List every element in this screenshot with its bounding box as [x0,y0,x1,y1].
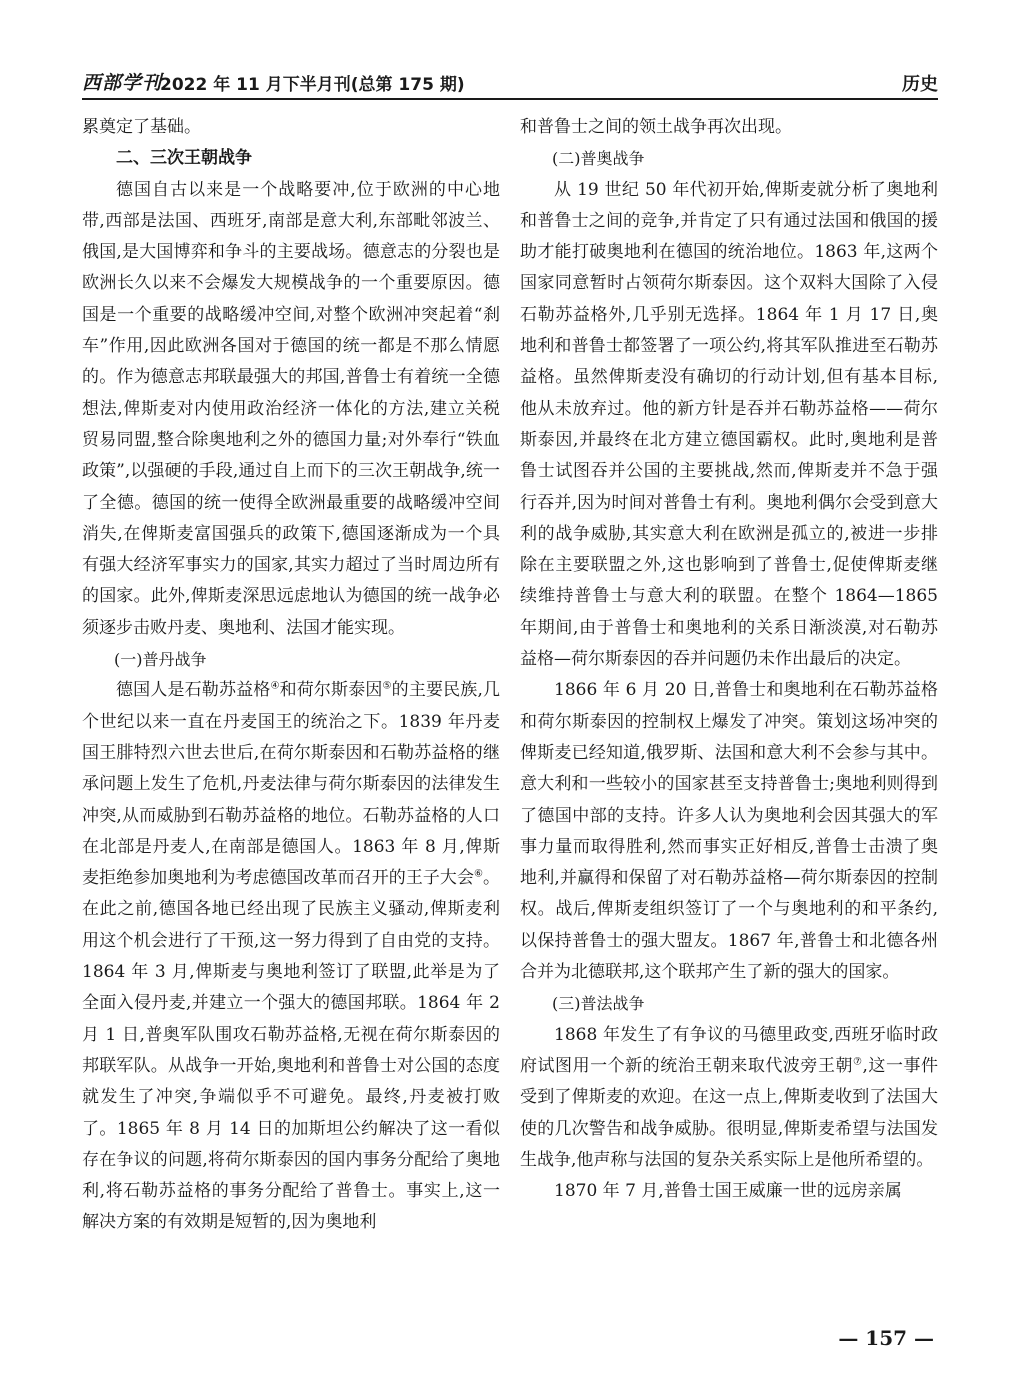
text-run: 和荷尔斯泰因 [279,680,383,701]
text-run: ,这一事件受到了俾斯麦的欢迎。在这一点上,俾斯麦收到了法国大使的几次警告和战争威胁。很明显,俾斯麦希望与法国发生战争,他声称与法国的复杂关系实际上是他所希望的。 [520,1055,939,1170]
paragraph: 1870 年 7 月,普鲁士国王威廉一世的远房亲属 [554,1181,902,1202]
section-tag: 历史 [902,74,938,95]
footnote-ref: ⑥ [474,868,484,880]
text-run: 1868 年发生了有争议的马德里政变,西班牙临时政府试图用一个新的统治王朝来取代波旁王朝 [520,1024,938,1076]
paragraph: 累奠定了基础。 [82,117,201,137]
subsection-heading: (一)普丹战争 [114,650,207,670]
footnote-ref: ④ [270,680,280,692]
footnote-ref: ⑤ [382,680,392,692]
page-number: — 157 — [838,1326,934,1350]
footnote-ref: ⑦ [853,1056,863,1068]
section-heading: 二、三次王朝战争 [116,148,252,169]
right-column [520,112,938,1207]
issue-info: 2022 年 11 月下半月刊(总第 175 期) [160,75,465,95]
paragraph: 1866 年 6 月 20 日,普鲁士和奥地利在石勒苏益格和荷尔斯泰因的控制权上爆发了冲突。策划这场冲突的俾斯麦已经知道,俄罗斯、法国和意大利不会参与其中。意大利和一些较小的国家甚至支持普鲁士;奥地利则得到了德国中部的支持。许多人认为奥地利会因其强大的军事力量而取得胜利,然而事实正好相反,普鲁士击溃了奥地利,并赢得和保留了对石勒苏益格—荷尔斯泰因的控制权。战后,俾斯麦组织签订了一个与奥地利的和平条约,以保持普鲁士的强大盟友。1867 年,普鲁士和北德各州合并为北德联邦,这个联邦产生了新的强大的国家。 [520,680,938,983]
paragraph: 从 19 世纪 50 年代初开始,俾斯麦就分析了奥地利和普鲁士之间的竞争,并肯定了只有通过法国和俄国的援助才能打破奥地利在德国的统治地位。1863 年,这两个国家同意暂时占领荷尔斯泰因。这个双料大国除了入侵石勒苏益格外,几乎别无选择。1864 年 1 月 17 日,奥地利和普鲁士都签署了一项公约,将其军队推进至石勒苏益格。虽然俾斯麦没有确切的行动计划,但有基本目标,他从未放弃过。他的新方针是吞并石勒苏益格——荷尔斯泰因,并最终在北方建立德国霸权。此时,奥地利是普鲁士试图吞并公国的主要挑战,然而,俾斯麦并不急于强行吞并,因为时间对普鲁士有利。奥地利偶尔会受到意大利的战争威胁,其实意大利在欧洲是孤立的,被进一步排除在主要联盟之外,这也影响到了普鲁士,促使俾斯麦继续维持普鲁士与意大利的联盟。在整个 1864—1865 年期间,由于普鲁士和奥地利的关系日渐淡漠,对石勒苏益格—荷尔斯泰因的吞并问题仍未作出最后的决定。 [520,179,938,670]
paragraph: 德国自古以来是一个战略要冲,位于欧洲的中心地带,西部是法国、西班牙,南部是意大利,东部毗邻波兰、俄国,是大国博弈和争斗的主要战场。德意志的分裂也是欧洲长久以来不会爆发大规模战争的一个重要原因。德国是一个重要的战略缓冲空间,对整个欧洲冲突起着“刹车”作用,因此欧洲各国对于德国的统一都是不那么情愿的。作为德意志邦联最强大的邦国,普鲁士有着统一全德想法,俾斯麦对内使用政治经济一体化的方法,建立关税贸易同盟,整合除奥地利之外的德国力量;对外奉行“铁血政策”,以强硬的手段,通过自上而下的三次王朝战争,统一了全德。德国的统一使得全欧洲最重要的战略缓冲空间消失,在俾斯麦富国强兵的政策下,德国逐渐成为一个具有强大经济军事实力的国家,其实力超过了当时周边所有的国家。此外,俾斯麦深思远虑地认为德国的统一战争必须逐步击败丹麦、奥地利、法国才能实现。 [82,179,500,638]
text-run: 德国人是石勒苏益格 [116,680,271,701]
paragraph: 和普鲁士之间的领土战争再次出现。 [520,117,792,137]
paragraph [82,675,500,1238]
left-column [82,112,500,1239]
paragraph [520,1020,938,1176]
text-run: 的主要民族,几个世纪以来一直在丹麦国王的统治之下。1839 年丹麦国王腓特烈六世去世后,在荷尔斯泰因和石勒苏益格的继承问题上发生了危机,丹麦法律与荷尔斯泰因的法律发生冲突,从而威胁到石勒苏益格的地位。石勒苏益格的人口在北部是丹麦人,在南部是德国人。1863 年 8 月,俾斯麦拒绝参加奥地利为考虑德国改革而召开的王子大会 [82,680,501,889]
subsection-heading: (二)普奥战争 [552,149,645,169]
text-run: 。在此之前,德国各地已经出现了民族主义骚动,俾斯麦利用这个机会进行了干预,这一努力得到了自由党的支持。1864 年 3 月,俾斯麦与奥地利签订了联盟,此举是为了全面入侵丹麦,并建立一个强大的德国邦联。1864 年 2 月 1 日,普奥军队围攻石勒苏益格,无视在荷尔斯泰因的邦联军队。从战争一开始,奥地利和普鲁士对公国的态度就发生了冲突,争端似乎不可避免。最终,丹麦被打败了。1865 年 8 月 14 日的加斯坦公约解决了这一看似存在争议的问题,将荷尔斯泰因的国内事务分配给了奥地利,将石勒苏益格的事务分配给了普鲁士。事实上,这一解决方案的有效期是短暂的,因为奥地利 [82,868,501,1233]
journal-logo: 西部学刊 [82,72,163,94]
subsection-heading: (三)普法战争 [552,994,645,1014]
page-header [82,64,938,100]
